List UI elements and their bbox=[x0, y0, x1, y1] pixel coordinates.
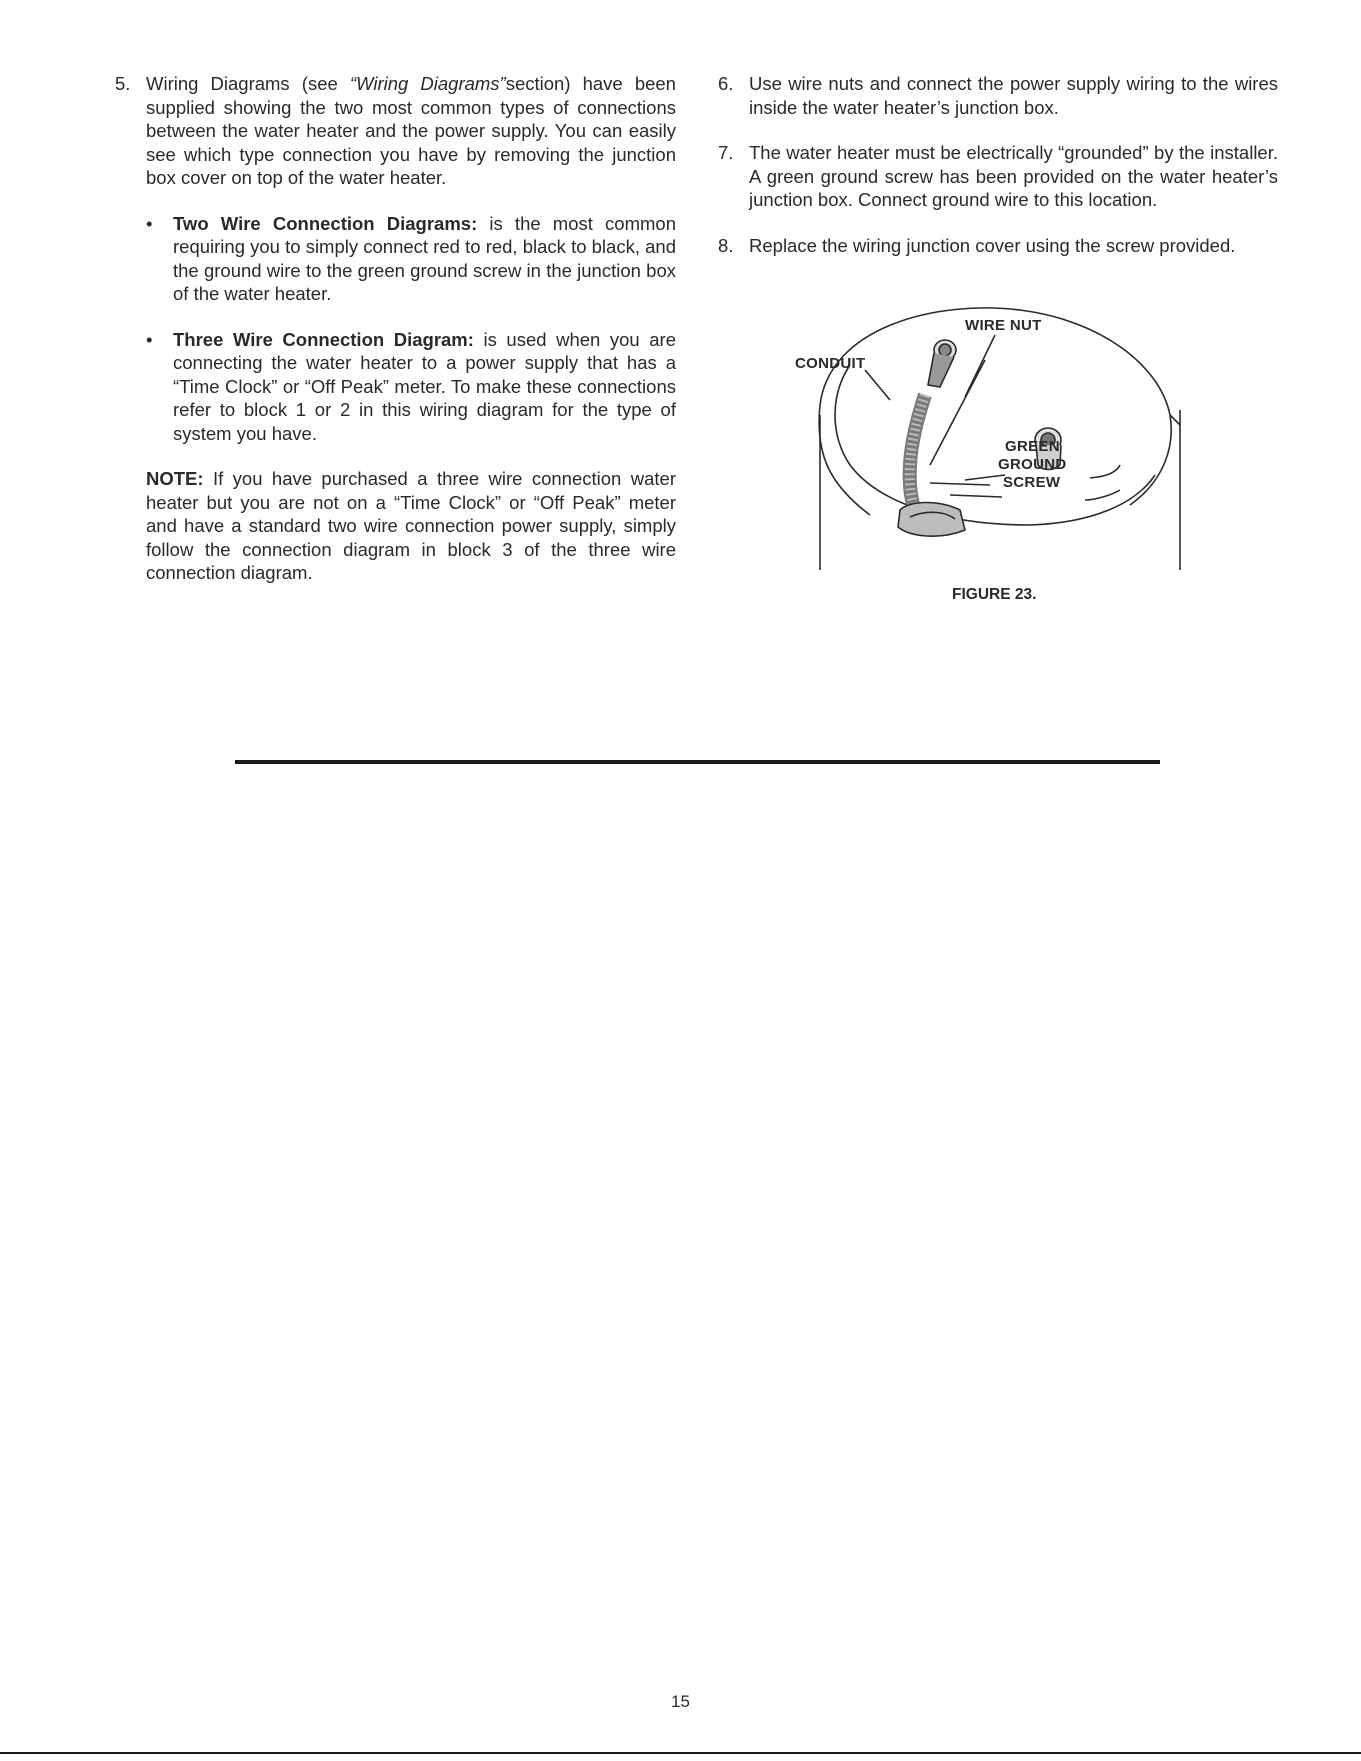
figure-caption: FIGURE 23. bbox=[952, 586, 1037, 603]
water-heater-top-drawing bbox=[790, 305, 1210, 605]
step-text: The water heater must be electrically “grounded” by the installer. A green ground screw has been provided on the water heater’s junction box. Connect ground wire to this location. bbox=[749, 142, 1278, 210]
bullet-three-wire bbox=[113, 328, 676, 446]
step-number: 7. bbox=[718, 142, 734, 163]
note-label: NOTE: bbox=[146, 468, 204, 489]
wire-nut-label: WIRE NUT bbox=[965, 317, 1042, 334]
step-text: Use wire nuts and connect the power supply wiring to the wires inside the water heater’s junction box. bbox=[749, 73, 1278, 118]
step-number: 5. bbox=[115, 73, 131, 94]
screw-label: SCREW bbox=[1003, 474, 1061, 491]
wiring-diagrams-reference: “Wiring Diagrams” bbox=[349, 73, 506, 94]
bullet-title: Three Wire Connection Diagram: bbox=[173, 328, 474, 350]
step-5-text-a: Wiring Diagrams (see bbox=[146, 73, 350, 94]
page-bottom-border bbox=[0, 1752, 1361, 1754]
note-text: If you have purchased a three wire connection water heater but you are not on a “Time Clock” or “Off Peak” meter and have a standard two wire connection power supply, simply follow the connection diagram in block 3 of the three wire connection diagram. bbox=[146, 468, 676, 583]
conduit-label: CONDUIT bbox=[795, 355, 866, 372]
instruction-step-7 bbox=[716, 141, 1278, 212]
right-column bbox=[716, 72, 1278, 279]
step-5-text-b: section) have been supplied showing the two most common types of connections between the water heater and the power supply. You can easily see which type connection you have by removing the junction box cover on top of the water heater. bbox=[146, 73, 676, 188]
figure-23-illustration bbox=[790, 305, 1210, 605]
bullet-text: is the most common requiring you to simply connect red to red, black to black, and the ground wire to the green ground screw in the junction box of the water heater. bbox=[173, 212, 676, 304]
step-number: 6. bbox=[718, 73, 734, 94]
bullet-title: Two Wire Connection Diagrams: bbox=[173, 212, 478, 234]
instruction-step-8 bbox=[716, 234, 1278, 258]
horizontal-divider bbox=[235, 760, 1160, 764]
bullet-dot: • bbox=[146, 212, 153, 234]
green-label: GREEN bbox=[1005, 438, 1060, 455]
instruction-step-6 bbox=[716, 72, 1278, 119]
junction-box-icon bbox=[898, 503, 965, 537]
left-column bbox=[113, 72, 676, 585]
page-number: 15 bbox=[671, 1692, 690, 1711]
ground-label: GROUND bbox=[998, 456, 1067, 473]
step-number: 8. bbox=[718, 234, 734, 256]
bullet-dot: • bbox=[146, 328, 153, 350]
bullet-text: is used when you are connecting the water heater to a power supply that has a “Time Clock” or “Off Peak” meter. To make these connections refer to block 1 or 2 in this wiring diagram for the type of system you have. bbox=[173, 328, 676, 444]
note-paragraph bbox=[146, 467, 676, 585]
wire-nut-icon bbox=[928, 340, 956, 387]
step-text: Replace the wiring junction cover using the screw provided. bbox=[749, 234, 1236, 256]
instruction-step-5 bbox=[113, 72, 676, 190]
bullet-two-wire bbox=[113, 212, 676, 306]
